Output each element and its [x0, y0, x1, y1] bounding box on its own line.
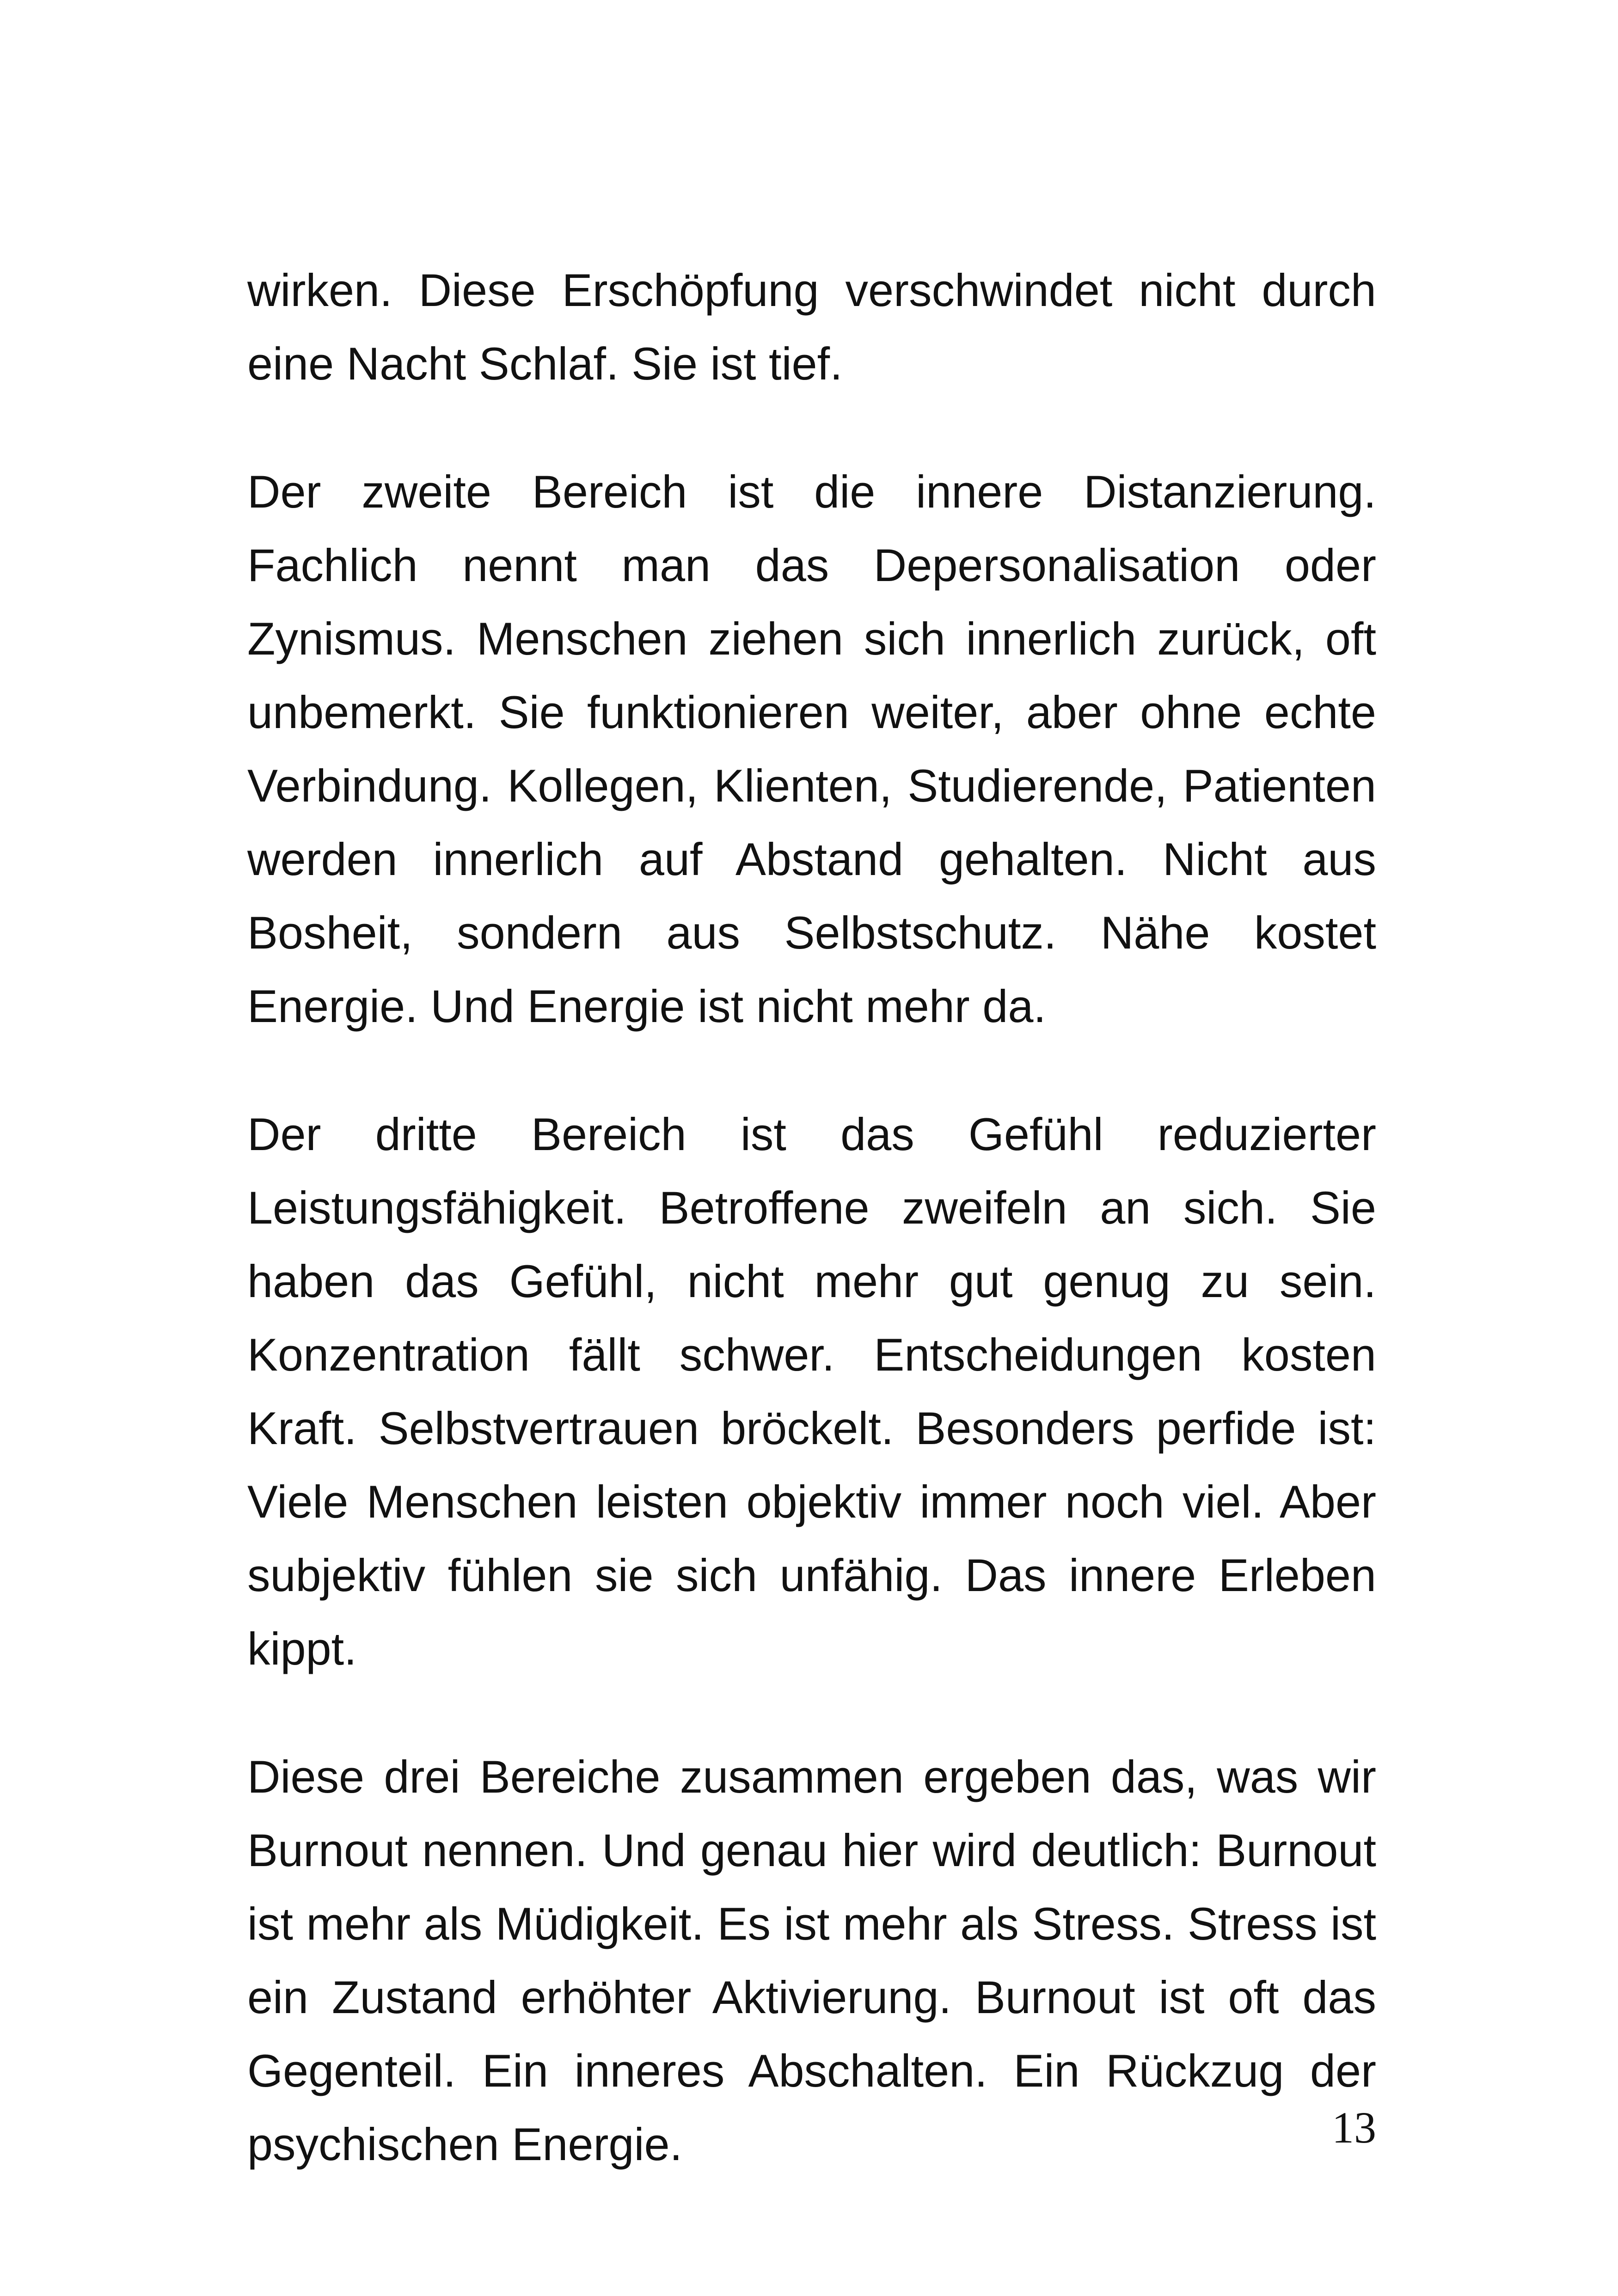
paragraph-reduced-performance: Der dritte Bereich ist das Gefühl reduzierter Leistungsfähigkeit. Betroffene zweifeln an sich. Sie haben das Gefühl, nicht mehr gut genug zu sein. Konzentration fällt schwer. Entscheidungen kosten Kraft. Selbstvertrauen bröckelt. Besonders perfide ist: Viele Menschen leisten objektiv immer noch viel. Aber subjektiv fühlen sie sich unfähig. Das innere Erleben kippt. [247, 1108, 1376, 1674]
paragraph-exhaustion-end: wirken. Diese Erschöpfung verschwindet nicht durch eine Nacht Schlaf. Sie ist tief. [247, 264, 1376, 389]
body-text [247, 253, 1376, 2181]
page-number: 13 [1332, 2103, 1376, 2152]
paragraph-distancing: Der zweite Bereich ist die innere Distanzierung. Fachlich nennt man das Depersonalisation oder Zynismus. Menschen ziehen sich innerlich zurück, oft unbemerkt. Sie funktionieren weiter, aber ohne echte Verbindung. Kollegen, Klienten, Studierende, Patienten werden innerlich auf Abstand gehalten. Nicht aus Bosheit, sondern aus Selbstschutz. Nähe kostet Energie. Und Energie ist nicht mehr da. [247, 466, 1376, 1032]
paragraph-burnout-summary: Diese drei Bereiche zusammen ergeben das, was wir Burnout nennen. Und genau hier wird deutlich: Burnout ist mehr als Müdigkeit. Es ist mehr als Stress. Stress ist ein Zustand erhöhter Aktivierung. Burnout ist oft das Gegenteil. Ein inneres Abschalten. Ein Rückzug der psychischen Energie. [247, 1751, 1376, 2170]
